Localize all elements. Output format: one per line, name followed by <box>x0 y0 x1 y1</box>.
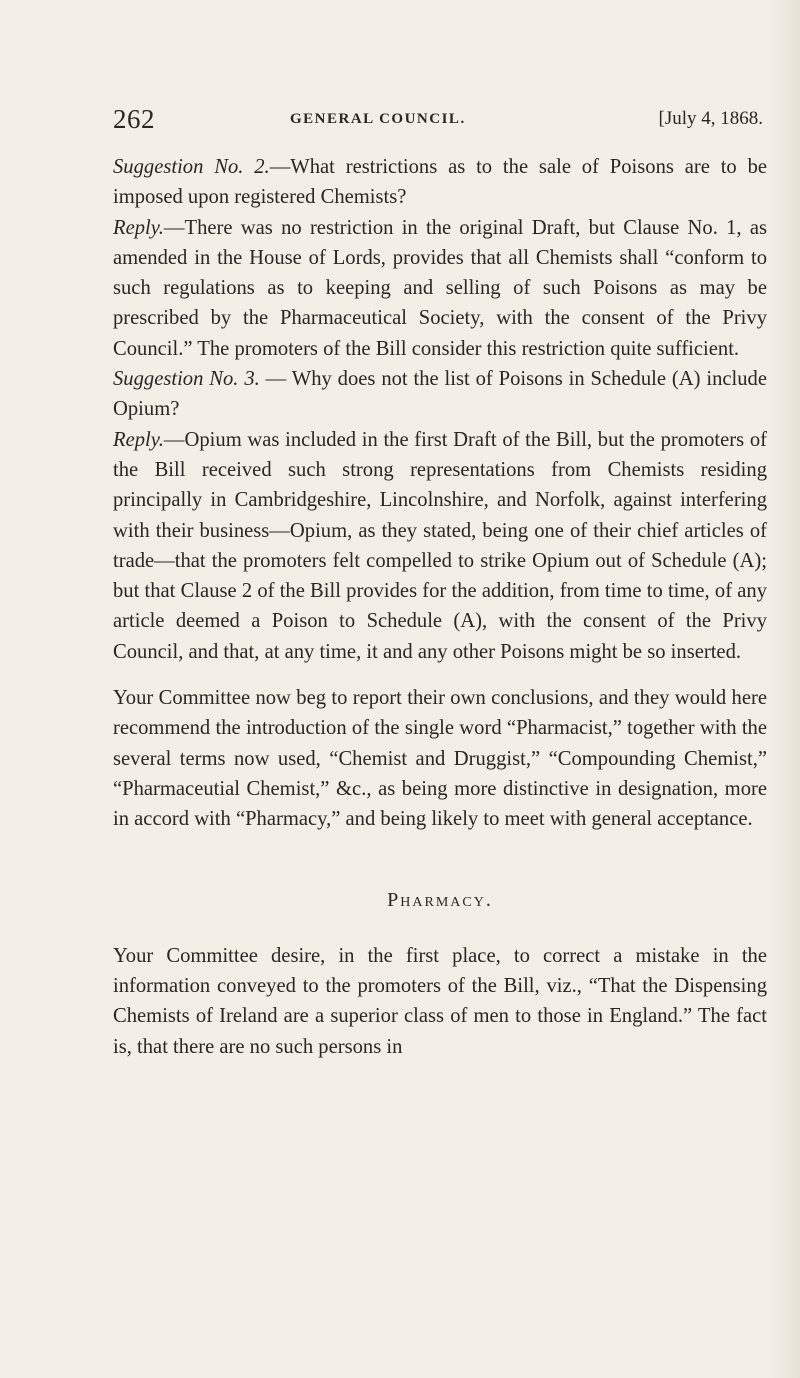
page-header <box>113 104 763 140</box>
page-number: 262 <box>113 104 155 134</box>
paragraph-reply-3 <box>113 425 767 667</box>
running-head: GENERAL COUNCIL. <box>290 111 466 127</box>
body-text <box>113 152 767 1062</box>
paragraph-suggestion-3 <box>113 364 767 425</box>
paragraph-text: —What restrictions as to the sale of Poisons are to be imposed upon registered Chemists? <box>113 156 768 209</box>
paragraph-committee-report: Your Committee now beg to report their own conclusions, and they would here recommend the introduction of the single word “Pharmacist,” together with the several terms now used, “Chemist and Druggist,” “Compounding Chemist,” “Pharmaceutial Chemist,” &c., as being more distinctive in designation, more in accord with “Pharmacy,” and being likely to meet with general acceptance. <box>113 687 767 831</box>
paragraph-text: —There was no restriction in the original Draft, but Clause No. 1, as amended in the House of Lords, provides that all Chemists shall “conform to such regulations as to keeping and selling of such Poisons as may be prescribed by the Pharmaceutical Society, with the consent of the Privy Council.” The promoters of the Bill consider this restriction quite sufficient. <box>113 216 767 360</box>
paragraph-text: —Opium was included in the first Draft of the Bill, but the promoters of the Bill received such strong representations from Chemists residing principally in Cambridgeshire, Lincolnshire, and Norfolk, against interfering with their business—Opium, as they stated, being one of their chief articles of trade—that the promoters felt compelled to strike Opium out of Schedule (A); but that Clause 2 of the Bill provides for the addition, from time to time, of any article deemed a Poison to Schedule (A), with the consent of the Privy Council, and that, at any time, it and any other Poisons might be so inserted. <box>113 428 767 663</box>
paragraph-lead: Reply. <box>113 428 164 451</box>
paragraph-suggestion-2 <box>113 152 767 213</box>
paragraph-text: — Why does not the list of Poisons in Schedule (A) include Opium? <box>113 368 767 421</box>
paragraph-lead: Reply. <box>113 216 164 239</box>
paragraph-committee-correction: Your Committee desire, in the first place, to correct a mistake in the information conveyed to the promoters of the Bill, viz., “That the Dispensing Chemists of Ireland are a superior class of men to those in England.” The fact is, that there are no such persons in <box>113 944 767 1058</box>
paragraph-reply-2 <box>113 213 767 364</box>
paragraph-lead: Suggestion No. 3. <box>113 368 260 391</box>
section-heading: Pharmacy. <box>387 888 493 911</box>
header-date: [July 4, 1868. <box>658 108 763 129</box>
paragraph-lead: Suggestion No. 2. <box>113 156 270 178</box>
